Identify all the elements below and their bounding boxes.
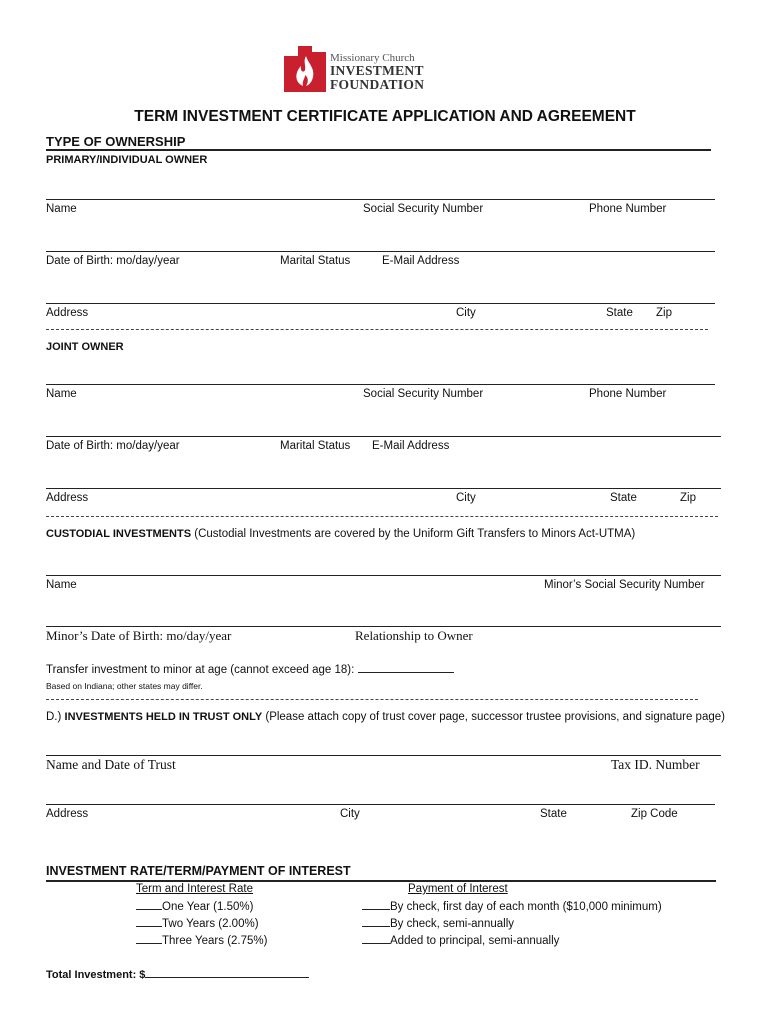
minor-dob-line[interactable] <box>46 626 721 627</box>
joint-owner-heading: JOINT OWNER <box>46 341 124 353</box>
page-title: TERM INVESTMENT CERTIFICATE APPLICATION AND AGREEMENT <box>134 108 636 125</box>
primary-dob-line[interactable] <box>46 251 715 252</box>
payment-heading: Payment of Interest <box>408 883 508 895</box>
trust-address-label: Address <box>46 808 89 820</box>
joint-dob-line[interactable] <box>46 436 721 437</box>
payment-option-3-blank[interactable] <box>362 943 390 944</box>
payment-option-3-label: Added to principal, semi-annually <box>390 935 560 947</box>
based-on-note: Based on Indiana; other states may differ. <box>46 681 203 691</box>
term-option-3-blank[interactable] <box>136 943 162 944</box>
joint-dob-label: Date of Birth: mo/day/year <box>46 440 180 452</box>
payment-option-1-blank[interactable] <box>362 909 390 910</box>
primary-city-label: City <box>456 307 476 319</box>
trust-name-line[interactable] <box>46 755 721 756</box>
joint-name-label: Name <box>46 388 77 400</box>
minor-ssn-label: Minor’s Social Security Number <box>544 579 705 591</box>
term-option-1-blank[interactable] <box>136 909 162 910</box>
term-option-2-label: Two Years (2.00%) <box>162 918 259 930</box>
joint-address-line[interactable] <box>46 488 721 489</box>
logo-line1: Missionary Church <box>330 52 415 64</box>
trust-note: (Please attach copy of trust cover page, successor trustee provisions, and signature page) <box>265 711 725 723</box>
joint-ssn-label: Social Security Number <box>363 388 484 400</box>
primary-name-line[interactable] <box>46 199 715 200</box>
total-investment-label: Total Investment: $ <box>46 969 146 981</box>
trust-zip-label: Zip Code <box>631 808 678 820</box>
tax-id-label: Tax ID. Number <box>611 757 700 772</box>
total-investment-field[interactable] <box>145 977 309 978</box>
trust-address-line[interactable] <box>46 804 715 805</box>
total-investment-row <box>46 969 309 981</box>
joint-state-label: State <box>610 492 637 504</box>
payment-option-1-label: By check, first day of each month ($10,000 minimum) <box>390 901 662 913</box>
term-option-2-blank[interactable] <box>136 926 162 927</box>
primary-zip-label: Zip <box>656 307 672 319</box>
joint-email-label: E-Mail Address <box>372 440 450 452</box>
primary-owner-heading: PRIMARY/INDIVIDUAL OWNER <box>46 154 208 166</box>
joint-zip-label: Zip <box>680 492 696 504</box>
custodial-heading-row <box>46 528 635 540</box>
primary-state-label: State <box>606 307 633 319</box>
term-heading: Term and Interest Rate <box>136 883 253 895</box>
term-option-3[interactable] <box>136 935 267 947</box>
transfer-age-row <box>46 664 454 676</box>
custodial-name-line[interactable] <box>46 575 721 576</box>
heading-rule <box>46 149 711 151</box>
primary-dob-label: Date of Birth: mo/day/year <box>46 255 180 267</box>
primary-name-label: Name <box>46 203 77 215</box>
primary-phone-label: Phone Number <box>589 203 667 215</box>
primary-address-line[interactable] <box>46 303 715 304</box>
term-option-1-label: One Year (1.50%) <box>162 901 254 913</box>
primary-email-label: E-Mail Address <box>382 255 460 267</box>
transfer-age-field[interactable] <box>358 672 454 673</box>
primary-marital-label: Marital Status <box>280 255 351 267</box>
payment-option-1[interactable] <box>362 901 662 913</box>
custodial-name-label: Name <box>46 579 77 591</box>
trust-city-label: City <box>340 808 360 820</box>
trust-name-date-label: Name and Date of Trust <box>46 757 176 772</box>
relationship-label: Relationship to Owner <box>355 628 473 643</box>
joint-address-label: Address <box>46 492 89 504</box>
trust-prefix: D.) <box>46 711 62 723</box>
payment-option-2[interactable] <box>362 918 514 930</box>
payment-option-2-label: By check, semi-annually <box>390 918 514 930</box>
type-of-ownership-heading: TYPE OF OWNERSHIP <box>46 134 186 149</box>
joint-name-line[interactable] <box>46 384 715 385</box>
section-divider <box>46 516 718 517</box>
logo-line2: INVESTMENT <box>330 63 424 78</box>
payment-option-2-blank[interactable] <box>362 926 390 927</box>
logo-line3: FOUNDATION <box>330 77 425 92</box>
trust-state-label: State <box>540 808 567 820</box>
logo <box>284 46 434 92</box>
primary-address-label: Address <box>46 307 89 319</box>
payment-option-3[interactable] <box>362 935 559 947</box>
investment-heading: INVESTMENT RATE/TERM/PAYMENT OF INTEREST <box>46 864 351 878</box>
investment-heading-rule <box>46 880 716 882</box>
minor-dob-label: Minor’s Date of Birth: mo/day/year <box>46 628 232 643</box>
joint-phone-label: Phone Number <box>589 388 667 400</box>
flame-logo-icon <box>284 46 326 92</box>
term-option-1[interactable] <box>136 901 253 913</box>
trust-heading-row <box>46 711 725 723</box>
section-divider <box>46 699 698 700</box>
primary-ssn-label: Social Security Number <box>363 203 484 215</box>
term-option-2[interactable] <box>136 918 259 930</box>
term-option-3-label: Three Years (2.75%) <box>162 935 268 947</box>
trust-heading: INVESTMENTS HELD IN TRUST ONLY <box>64 711 263 723</box>
joint-city-label: City <box>456 492 476 504</box>
custodial-heading: CUSTODIAL INVESTMENTS <box>46 528 192 540</box>
transfer-age-label: Transfer investment to minor at age (cannot exceed age 18): <box>46 664 355 676</box>
custodial-note: (Custodial Investments are covered by the Uniform Gift Transfers to Minors Act-UTMA) <box>194 528 636 540</box>
joint-marital-label: Marital Status <box>280 440 351 452</box>
section-divider <box>46 329 708 330</box>
